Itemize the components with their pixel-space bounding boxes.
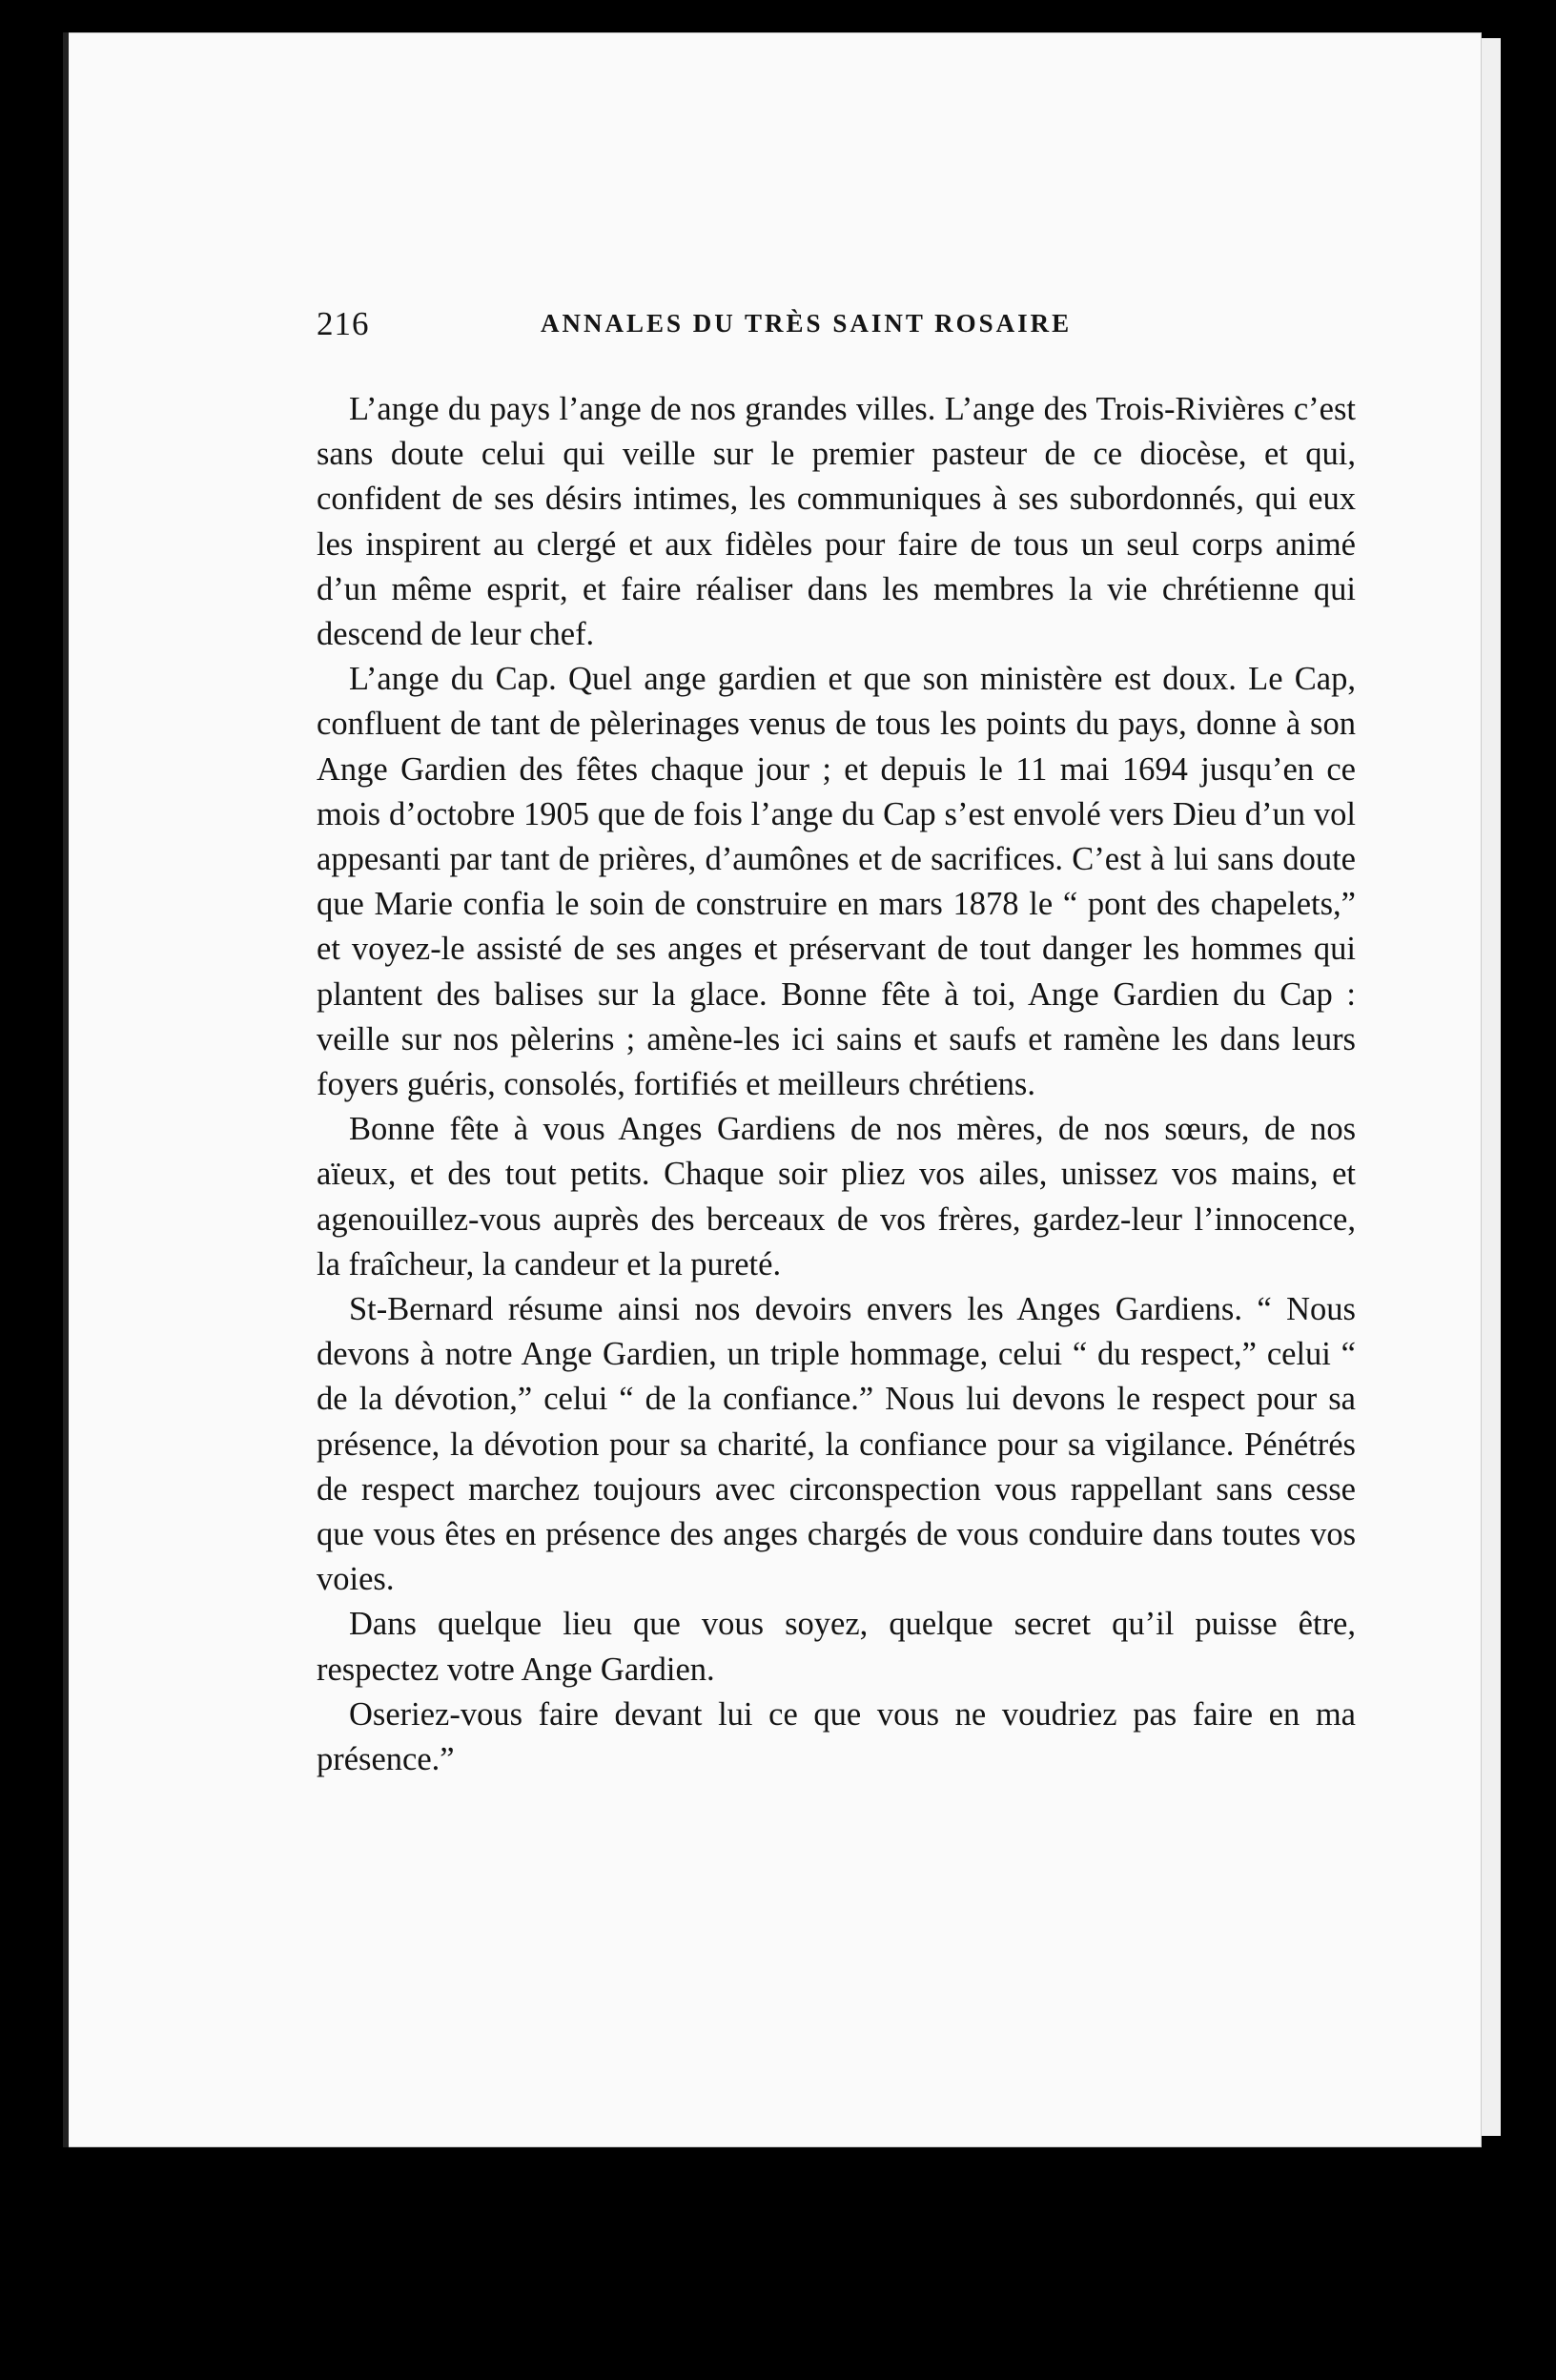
running-title: ANNALES DU TRÈS SAINT ROSAIRE: [541, 309, 1073, 338]
body-text: [317, 387, 1356, 1782]
paragraph-ange-du-cap: L’ange du Cap. Quel ange gardien et que son ministère est doux. Le Cap, confluent de tant de pèlerinages venus de tous les points du pays, donne à son Ange Gardien des fêtes chaque jour ; et depuis le 11 mai 1694 jusqu’en ce mois d’octobre 1905 que de fois l’ange du Cap s’est envolé vers Dieu d’un vol appesanti par tant de prières, d’aumônes et de sacrifices. C’est à lui sans doute que Marie confia le soin de construire en mars 1878 le “ pont des chapelets,” et voyez-le assisté de ses anges et préservant de tout danger les hommes qui plantent des balises sur la glace. Bonne fête à toi, Ange Gardien du Cap : veille sur nos pèlerins ; amène-les ici sains et saufs et ramène les dans leurs foyers guéris, consolés, fortifiés et meilleurs chrétiens.: [317, 661, 1356, 1103]
paragraph-oseriez-vous: Oseriez-vous faire devant lui ce que vous ne voudriez pas faire en ma présence.”: [317, 1695, 1356, 1778]
next-page-edge: [1482, 38, 1501, 2136]
paragraph-ange-du-pays: L’ange du pays l’ange de nos grandes villes. L’ange des Trois-Rivières c’est sans doute celui qui veille sur le premier pasteur de ce diocèse, et qui, confident de ses désirs intimes, les communiques à ses subordonnés, qui eux les inspirent au clergé et aux fidèles pour faire de tous un seul corps animé d’un même esprit, et faire réaliser dans les membres la vie chrétienne qui descend de leur chef.: [317, 391, 1356, 653]
running-head: [240, 277, 1341, 342]
paragraph-bonne-fete: Bonne fête à vous Anges Gardiens de nos mères, de nos sœurs, de nos aïeux, et des tout petits. Chaque soir pliez vos ailes, unissez vos mains, et agenouillez-vous auprès des berceaux de vos frères, gardez-leur l’innocence, la fraîcheur, la candeur et la pureté.: [317, 1111, 1356, 1282]
page-text-block: [240, 277, 1356, 1778]
paragraph-quelque-lieu: Dans quelque lieu que vous soyez, quelque secret qu’il puisse être, respectez votre Ange Gardien.: [317, 1606, 1356, 1688]
paragraph-st-bernard: St-Bernard résume ainsi nos devoirs envers les Anges Gardiens. “ Nous devons à notre Ange Gardien, un triple hommage, celui “ du respect,” celui “ de la dévotion,” celui “ de la confiance.” Nous lui devons le respect pour sa présence, la dévotion pour sa charité, la confiance pour sa vigilance. Pénétrés de respect marchez toujours avec circonspection vous rappellant sans cesse que vous êtes en présence des anges chargés de vous conduire dans toutes vos voies.: [317, 1291, 1356, 1598]
page-number: 216: [317, 305, 370, 342]
